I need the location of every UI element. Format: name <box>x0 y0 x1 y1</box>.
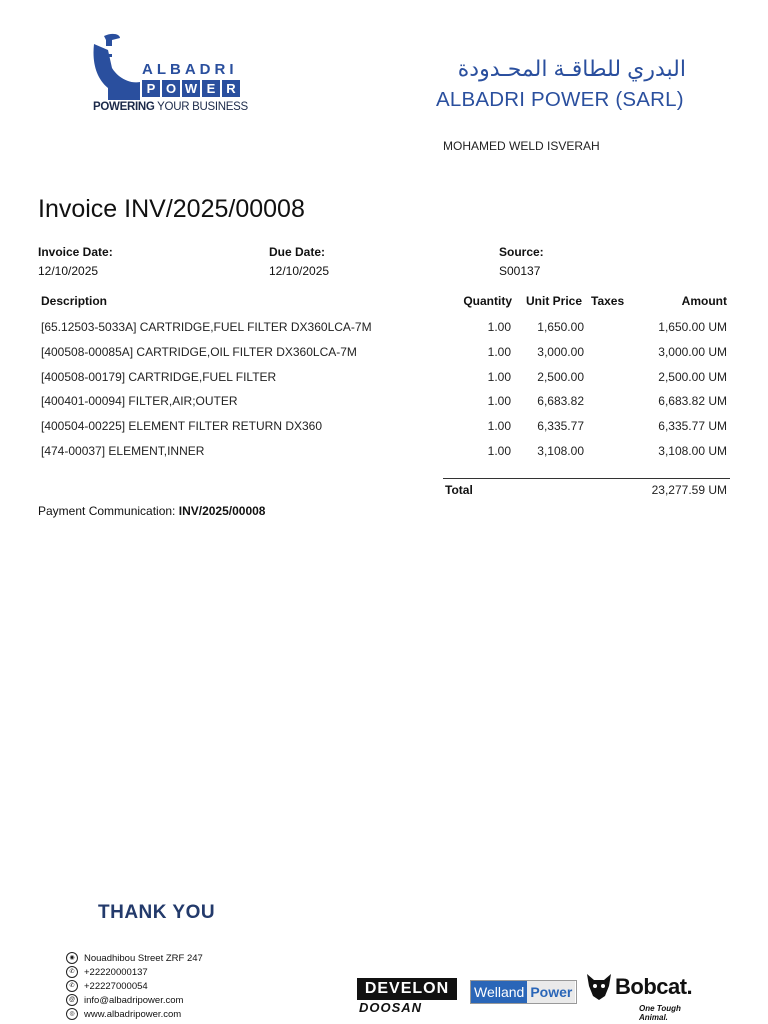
contact-email <box>66 994 183 1006</box>
company-name: ALBADRI POWER (SARL) <box>436 88 684 111</box>
row-unit-price: 6,335.77 <box>537 419 584 433</box>
bobcat-tagline: One Tough Animal. <box>639 1004 681 1022</box>
logo-wordmark-bottom <box>142 80 240 97</box>
logo-letter: E <box>202 80 220 97</box>
contact-website <box>66 1008 181 1020</box>
source-value: S00137 <box>499 264 541 278</box>
row-quantity: 1.00 <box>487 370 511 384</box>
row-unit-price: 3,000.00 <box>537 345 584 359</box>
contact-text: info@albadripower.com <box>84 994 184 1006</box>
doosan-wordmark: DOOSAN <box>359 1000 423 1015</box>
contact-text: +22220000137 <box>84 966 148 978</box>
phone-icon: ✆ <box>66 966 78 978</box>
web-icon: ◎ <box>66 1008 78 1020</box>
source-label: Source: <box>499 245 544 259</box>
contact-phone <box>66 966 148 978</box>
bobcat-wordmark: Bobcat. <box>615 974 693 999</box>
logo-letter: P <box>142 80 160 97</box>
row-description: [400504-00225] ELEMENT FILTER RETURN DX360 <box>41 419 323 433</box>
row-quantity: 1.00 <box>487 345 511 359</box>
row-description: [65.12503-5033A] CARTRIDGE,FUEL FILTER DX360LCA-7M <box>41 320 372 334</box>
contact-text: +22227000054 <box>84 980 148 992</box>
logo-letter: W <box>182 80 200 97</box>
payment-label: Payment Communication: <box>38 504 179 518</box>
contact-whatsapp <box>66 980 148 992</box>
table-row <box>0 444 768 464</box>
thank-you-text: THANK YOU <box>98 902 216 923</box>
table-row <box>0 394 768 414</box>
company-logo <box>86 32 146 102</box>
logo-wordmark-top: ALBADRI <box>142 61 238 78</box>
row-quantity: 1.00 <box>487 444 511 458</box>
bobcat-head-icon <box>585 972 613 1002</box>
total-divider <box>443 478 730 479</box>
row-unit-price: 6,683.82 <box>537 394 584 408</box>
row-amount: 3,000.00 UM <box>658 345 727 359</box>
col-header-amount: Amount <box>681 294 727 308</box>
table-row <box>0 419 768 439</box>
company-name-arabic: البدري للطاقـة المحـدودة <box>457 56 686 81</box>
contact-address <box>66 952 203 964</box>
invoice-title: Invoice INV/2025/00008 <box>38 195 305 223</box>
row-quantity: 1.00 <box>487 419 511 433</box>
logo-letter: R <box>222 80 240 97</box>
col-header-quantity: Quantity <box>463 294 512 308</box>
row-quantity: 1.00 <box>487 320 511 334</box>
customer-name: MOHAMED WELD ISVERAH <box>443 139 600 153</box>
develon-wordmark: DEVELON <box>357 978 457 1000</box>
row-amount: 6,683.82 UM <box>658 394 727 408</box>
invoice-date-label: Invoice Date: <box>38 245 113 259</box>
row-description: [400508-00179] CARTRIDGE,FUEL FILTER <box>41 370 277 384</box>
row-amount: 2,500.00 UM <box>658 370 727 384</box>
row-quantity: 1.00 <box>487 394 511 408</box>
bobcat-logo <box>585 972 705 1022</box>
row-amount: 3,108.00 UM <box>658 444 727 458</box>
row-amount: 1,650.00 UM <box>658 320 727 334</box>
table-row <box>0 370 768 390</box>
whatsapp-icon: ✆ <box>66 980 78 992</box>
row-unit-price: 1,650.00 <box>537 320 584 334</box>
table-row <box>0 320 768 340</box>
payment-communication <box>38 504 265 518</box>
welland-power-logo <box>470 980 577 1004</box>
logo-letter: O <box>162 80 180 97</box>
albadri-logo-mark <box>86 32 146 102</box>
contact-text: www.albadripower.com <box>84 1008 182 1020</box>
payment-reference: INV/2025/00008 <box>178 504 266 518</box>
row-amount: 6,335.77 UM <box>658 419 727 433</box>
row-unit-price: 3,108.00 <box>537 444 584 458</box>
logo-tagline-rest: YOUR BUSINESS <box>154 101 248 113</box>
invoice-date: 12/10/2025 <box>38 264 99 278</box>
table-row <box>0 345 768 365</box>
due-date: 12/10/2025 <box>269 264 330 278</box>
col-header-unit-price: Unit Price <box>526 294 583 308</box>
due-date-label: Due Date: <box>269 245 326 259</box>
row-description: [400508-00085A] CARTRIDGE,OIL FILTER DX360LCA-7M <box>41 345 357 359</box>
col-header-taxes: Taxes <box>591 294 625 308</box>
total-label: Total <box>445 483 473 497</box>
logo-tagline-bold: POWERING <box>93 101 155 113</box>
row-description: [474-00037] ELEMENT,INNER <box>41 444 205 458</box>
row-unit-price: 2,500.00 <box>537 370 584 384</box>
power-wordmark: Power <box>527 981 575 1003</box>
develon-doosan-logo <box>357 978 457 1016</box>
contact-text: Nouadhibou Street ZRF 247 <box>84 952 203 964</box>
row-description: [400401-00094] FILTER,AIR;OUTER <box>41 394 238 408</box>
total-amount: 23,277.59 UM <box>651 483 727 497</box>
location-icon: ◉ <box>66 952 78 964</box>
email-icon: @ <box>66 994 78 1006</box>
welland-wordmark: Welland <box>471 981 527 1003</box>
col-header-description: Description <box>41 294 108 308</box>
logo-tagline <box>93 101 248 113</box>
